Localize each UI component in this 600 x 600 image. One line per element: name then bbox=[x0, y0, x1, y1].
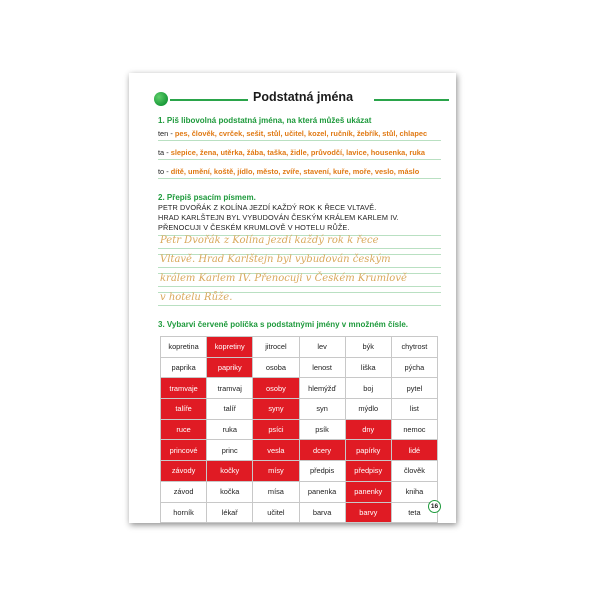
grid-cell[interactable]: paprika bbox=[161, 358, 207, 379]
grid-cell[interactable]: syn bbox=[300, 399, 346, 420]
section-3-heading: 3. Vybarvi červeně políčka s podstatnými jmény v množném čísle. bbox=[158, 320, 409, 329]
section-2-heading: 2. Přepiš psacím písmem. bbox=[158, 193, 256, 202]
cursive-line: Vltavě. Hrad Karlštejn byl vybudován českým bbox=[160, 254, 391, 265]
plural-word-grid bbox=[160, 336, 438, 523]
grid-cell-plural[interactable]: mísy bbox=[253, 461, 299, 482]
grid-cell[interactable]: ruka bbox=[207, 420, 253, 441]
grid-cell[interactable]: závod bbox=[161, 482, 207, 503]
grid-cell-plural[interactable]: kopretiny bbox=[207, 337, 253, 358]
grid-cell-plural[interactable]: dcery bbox=[300, 440, 346, 461]
grid-cell[interactable]: princ bbox=[207, 440, 253, 461]
workbook-page bbox=[129, 73, 456, 523]
grid-cell-plural[interactable]: panenky bbox=[346, 482, 392, 503]
word-row-prefix: ten - bbox=[158, 129, 173, 138]
grid-cell[interactable]: učitel bbox=[253, 503, 299, 524]
grid-cell-plural[interactable]: papriky bbox=[207, 358, 253, 379]
grid-cell-plural[interactable]: ruce bbox=[161, 420, 207, 441]
cursive-line: Petr Dvořák z Kolína jezdí každý rok k řece bbox=[160, 235, 379, 246]
grid-cell[interactable]: lékař bbox=[207, 503, 253, 524]
print-line: PETR DVOŘÁK Z KOLÍNA JEZDÍ KAŽDÝ ROK K ŘECE VLTAVĚ. bbox=[158, 203, 377, 212]
ruled-line bbox=[158, 178, 441, 179]
grid-cell-plural[interactable]: talíře bbox=[161, 399, 207, 420]
grid-cell[interactable]: teta bbox=[392, 503, 438, 524]
ruled-line bbox=[158, 286, 441, 287]
ruled-line bbox=[158, 159, 441, 160]
grid-cell-plural[interactable]: kočky bbox=[207, 461, 253, 482]
ruled-line bbox=[158, 140, 441, 141]
page-header bbox=[154, 90, 449, 110]
cursive-line: v hotelu Růže. bbox=[160, 292, 233, 303]
header-rule-right bbox=[374, 99, 449, 101]
grid-cell[interactable]: člověk bbox=[392, 461, 438, 482]
grid-cell[interactable]: pýcha bbox=[392, 358, 438, 379]
word-row-to bbox=[158, 167, 419, 176]
grid-cell-plural[interactable]: syny bbox=[253, 399, 299, 420]
word-row-prefix: ta - bbox=[158, 148, 169, 157]
ruled-line bbox=[158, 248, 441, 249]
grid-cell-plural[interactable]: psíci bbox=[253, 420, 299, 441]
grid-cell-plural[interactable]: lidé bbox=[392, 440, 438, 461]
grid-cell-plural[interactable]: tramvaje bbox=[161, 378, 207, 399]
grid-cell[interactable]: lev bbox=[300, 337, 346, 358]
ruled-line bbox=[158, 267, 441, 268]
grid-cell[interactable]: psík bbox=[300, 420, 346, 441]
grid-cell-plural[interactable]: závody bbox=[161, 461, 207, 482]
grid-cell[interactable]: předpis bbox=[300, 461, 346, 482]
grid-cell[interactable]: býk bbox=[346, 337, 392, 358]
word-row-prefix: to - bbox=[158, 167, 169, 176]
grid-cell-plural[interactable]: osoby bbox=[253, 378, 299, 399]
grid-cell[interactable]: mýdlo bbox=[346, 399, 392, 420]
grid-cell[interactable]: pytel bbox=[392, 378, 438, 399]
section-1-heading: 1. Piš libovolná podstatná jména, na která můžeš ukázat bbox=[158, 116, 372, 125]
grid-cell-plural[interactable]: princové bbox=[161, 440, 207, 461]
word-row-words: pes, člověk, cvrček, sešit, stůl, učitel, kozel, ručník, žebřík, stůl, chlapec bbox=[174, 129, 428, 138]
grid-cell[interactable]: barva bbox=[300, 503, 346, 524]
word-row-words: slepice, žena, utěrka, žába, taška, židle, průvodčí, lavice, housenka, ruka bbox=[170, 148, 426, 157]
grid-cell[interactable]: tramvaj bbox=[207, 378, 253, 399]
green-bullet-icon bbox=[154, 92, 168, 106]
grid-cell[interactable]: jitrocel bbox=[253, 337, 299, 358]
word-row-ta bbox=[158, 148, 425, 157]
print-line: HRAD KARLŠTEJN BYL VYBUDOVÁN ČESKÝM KRÁLEM KARLEM IV. bbox=[158, 213, 399, 222]
grid-cell[interactable]: nemoc bbox=[392, 420, 438, 441]
grid-cell[interactable]: chytrost bbox=[392, 337, 438, 358]
grid-cell[interactable]: osoba bbox=[253, 358, 299, 379]
grid-cell[interactable]: list bbox=[392, 399, 438, 420]
grid-cell-plural[interactable]: vesla bbox=[253, 440, 299, 461]
ruled-line bbox=[158, 305, 441, 306]
grid-cell[interactable]: lenost bbox=[300, 358, 346, 379]
page-number: 16 bbox=[428, 500, 441, 513]
grid-cell[interactable]: panenka bbox=[300, 482, 346, 503]
grid-cell-plural[interactable]: předpisy bbox=[346, 461, 392, 482]
grid-cell[interactable]: hlemýžď bbox=[300, 378, 346, 399]
grid-cell-plural[interactable]: papírky bbox=[346, 440, 392, 461]
grid-cell[interactable]: kočka bbox=[207, 482, 253, 503]
grid-cell[interactable]: boj bbox=[346, 378, 392, 399]
cursive-line: králem Karlem IV. Přenocuji v Českém Krumlově bbox=[160, 273, 407, 284]
page-title: Podstatná jména bbox=[253, 90, 354, 104]
grid-cell[interactable]: horník bbox=[161, 503, 207, 524]
print-line: PŘENOCUJI V ČESKÉM KRUMLOVĚ V HOTELU RŮŽE. bbox=[158, 223, 350, 232]
grid-cell[interactable]: liška bbox=[346, 358, 392, 379]
grid-cell[interactable]: mísa bbox=[253, 482, 299, 503]
grid-cell[interactable]: talíř bbox=[207, 399, 253, 420]
word-row-words: dítě, umění, koště, jídlo, město, zvíře, stavení, kuře, moře, veslo, máslo bbox=[170, 167, 420, 176]
grid-cell-plural[interactable]: dny bbox=[346, 420, 392, 441]
grid-cell-plural[interactable]: barvy bbox=[346, 503, 392, 524]
word-row-ten bbox=[158, 129, 427, 138]
grid-cell[interactable]: kniha bbox=[392, 482, 438, 503]
header-rule-left bbox=[170, 99, 248, 101]
grid-cell[interactable]: kopretina bbox=[161, 337, 207, 358]
